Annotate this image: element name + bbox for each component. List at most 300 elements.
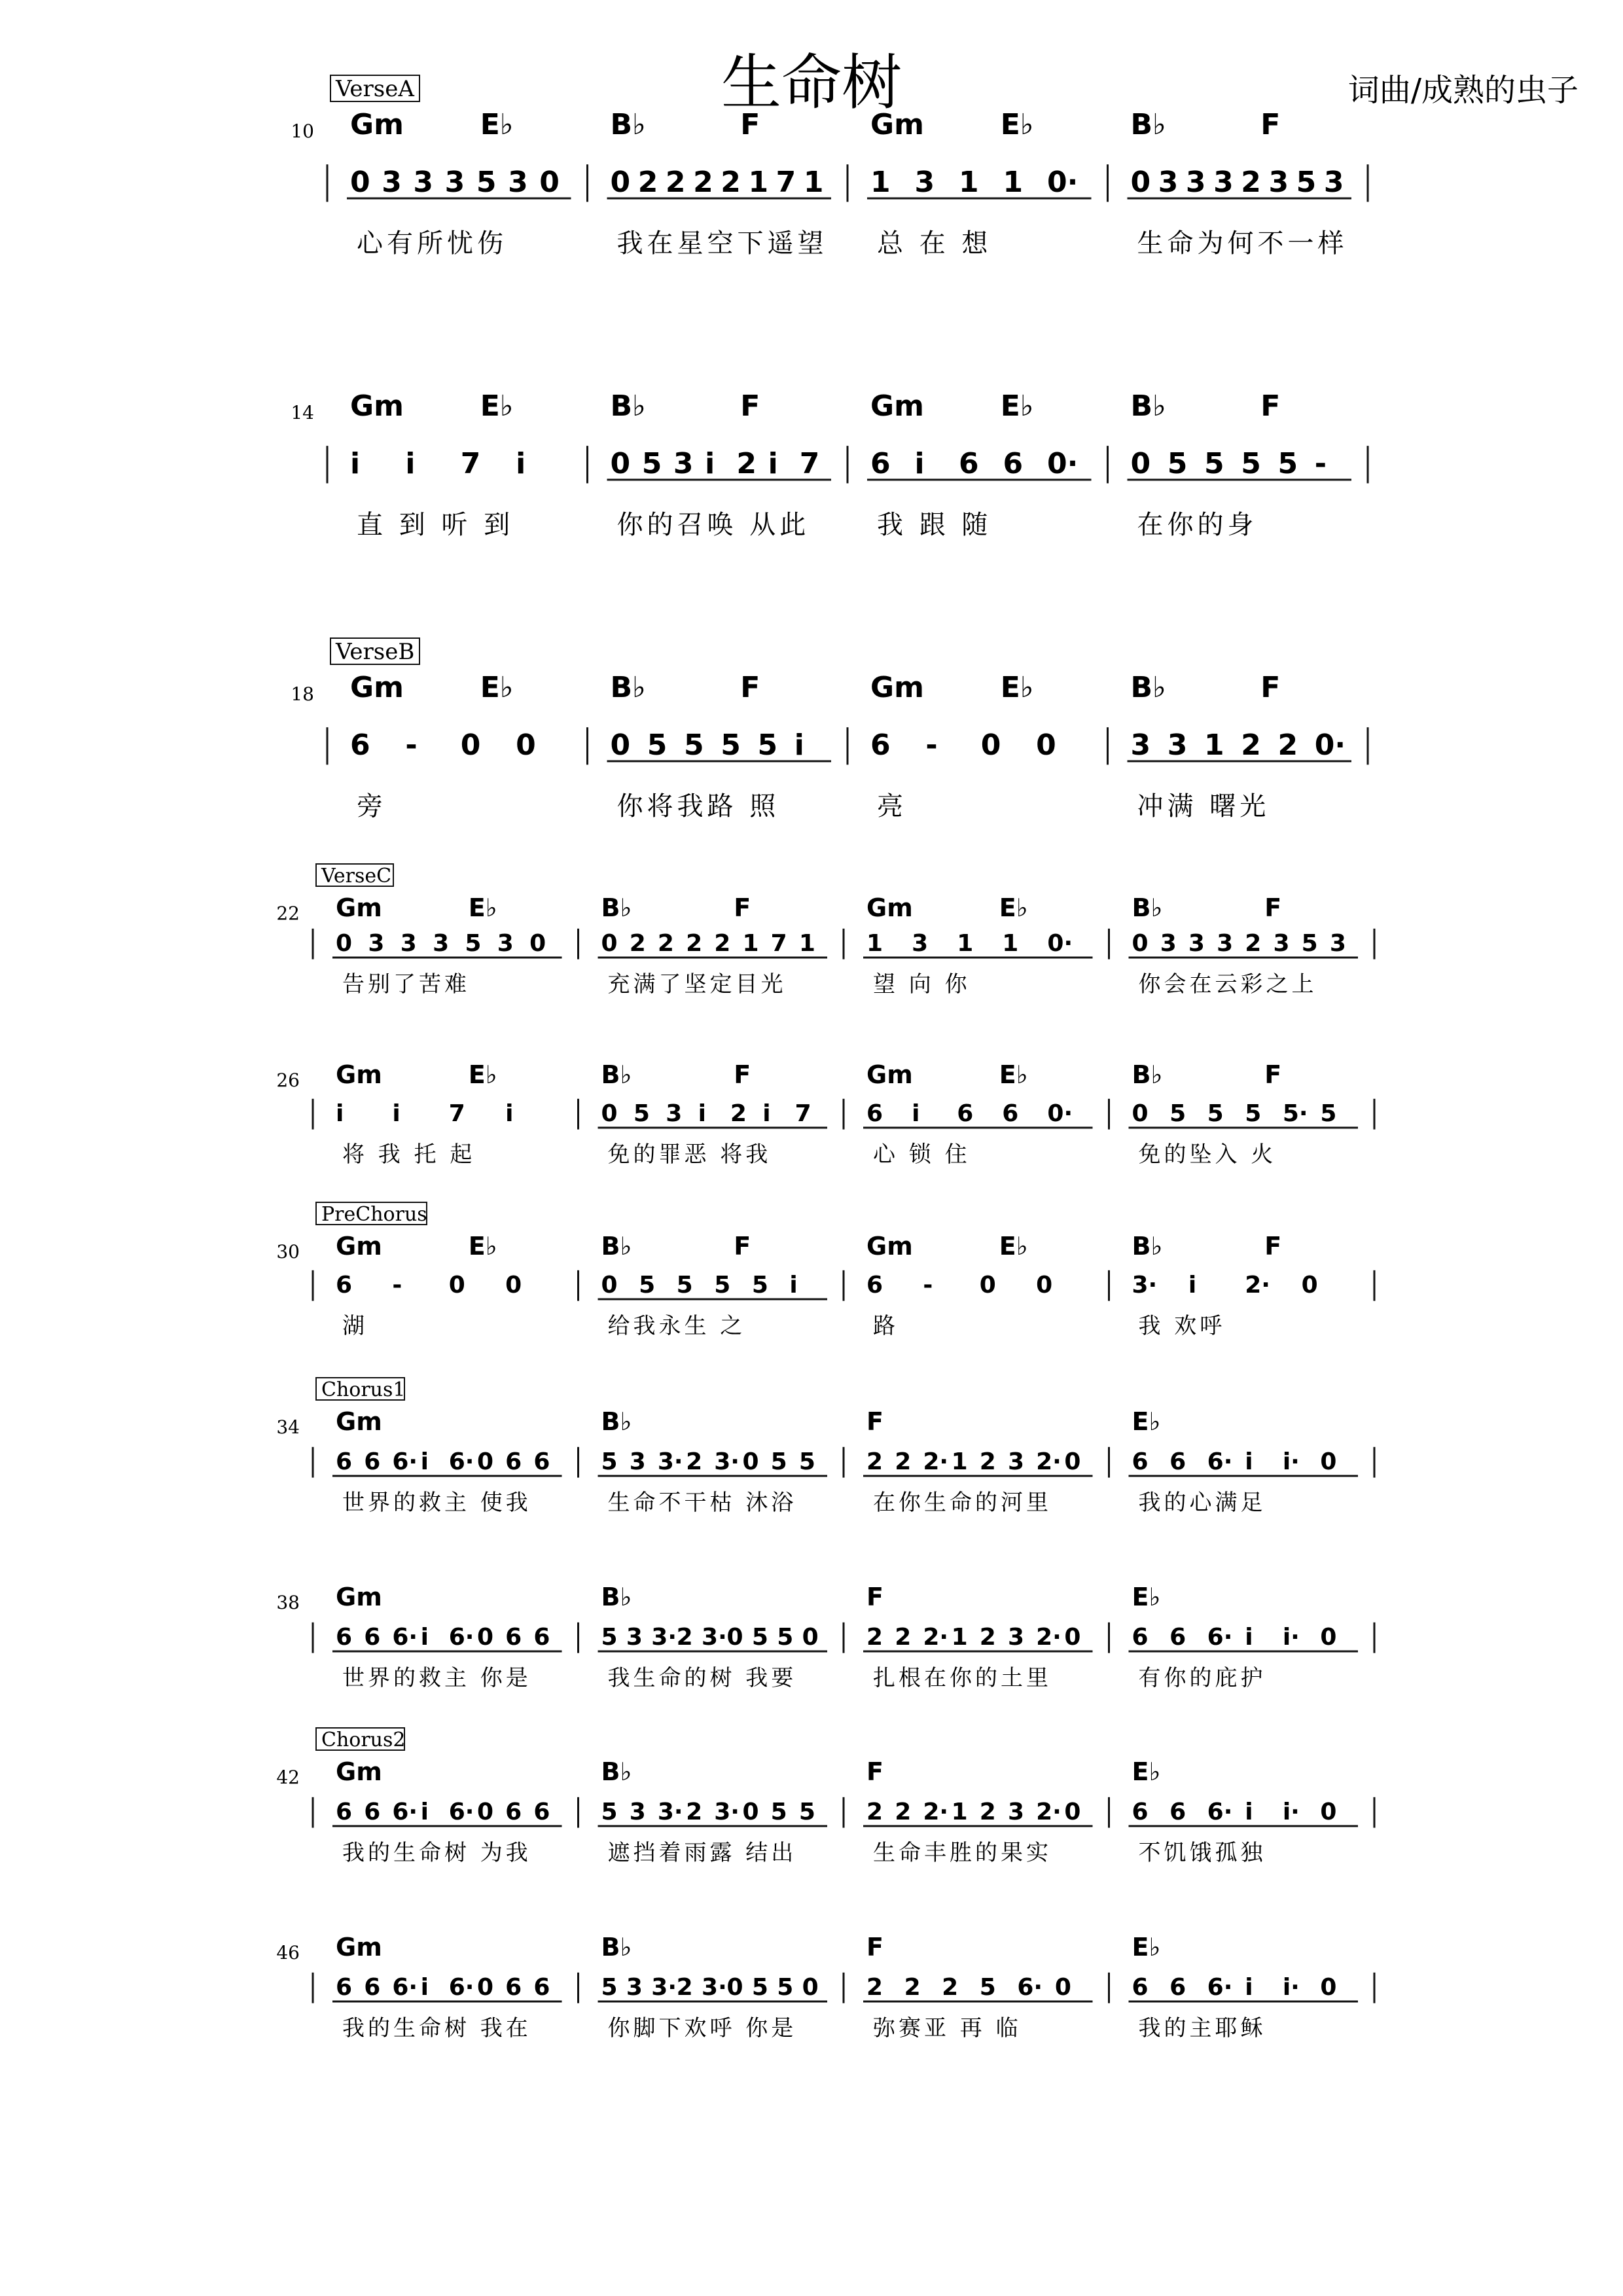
jianpu-note: 3· bbox=[1132, 1272, 1158, 1299]
lyric-text: 我在星空下遥望 bbox=[616, 228, 828, 259]
jianpu-note: 0 bbox=[1036, 1272, 1053, 1299]
jianpu-note: 5 bbox=[1320, 1100, 1337, 1127]
jianpu-note: 2 bbox=[686, 1799, 703, 1825]
chord-symbol: B♭ bbox=[1130, 671, 1166, 704]
jianpu-note: 0 bbox=[610, 166, 631, 199]
lyric-text: 将 我 托 起 bbox=[342, 1141, 476, 1168]
jianpu-note: 5 bbox=[757, 728, 778, 762]
jianpu-note: 6 bbox=[350, 728, 370, 762]
chord-symbol: Gm bbox=[336, 1232, 382, 1261]
jianpu-note: 5 bbox=[751, 1272, 768, 1299]
jianpu-note: 2 bbox=[1241, 166, 1261, 199]
lyric-text: 生命不干枯 沐浴 bbox=[607, 1490, 797, 1516]
jianpu-note: 0 bbox=[1064, 1448, 1081, 1475]
jianpu-note: i bbox=[392, 1100, 401, 1127]
chord-symbol: B♭ bbox=[610, 389, 646, 423]
jianpu-note: 0· bbox=[1314, 728, 1346, 762]
chord-symbol: E♭ bbox=[1000, 108, 1034, 141]
lyric-text: 遮挡着雨露 结出 bbox=[607, 1840, 797, 1866]
lyric-text: 你的召唤 从此 bbox=[616, 510, 810, 540]
jianpu-note: 3· bbox=[702, 1624, 727, 1651]
chord-symbol: B♭ bbox=[1132, 893, 1163, 922]
jianpu-note: 6 bbox=[1132, 1799, 1149, 1825]
jianpu-note: 5 bbox=[1207, 1100, 1224, 1127]
chord-symbol: F bbox=[866, 1933, 883, 1962]
section-label: VerseC bbox=[321, 865, 392, 888]
jianpu-note: 3 bbox=[1158, 166, 1179, 199]
chord-symbol: F bbox=[740, 389, 760, 423]
jianpu-note: i bbox=[698, 1100, 706, 1127]
credit-line: 词曲/成熟的虫子 bbox=[1347, 72, 1578, 109]
jianpu-note: 7 bbox=[448, 1100, 465, 1127]
jianpu-note: i bbox=[405, 447, 416, 480]
lyric-text: 告别了苦难 bbox=[342, 971, 470, 997]
jianpu-note: 3 bbox=[1007, 1448, 1024, 1475]
jianpu-note: 0 bbox=[742, 1799, 759, 1825]
jianpu-note: 5 bbox=[714, 1272, 731, 1299]
jianpu-note: 3 bbox=[626, 1624, 643, 1651]
chord-symbol: E♭ bbox=[480, 671, 514, 704]
chord-symbol: F bbox=[734, 893, 751, 922]
jianpu-note: 0 bbox=[1301, 1272, 1318, 1299]
jianpu-note: 1 bbox=[798, 930, 815, 957]
measure-number: 34 bbox=[276, 1416, 300, 1438]
measure-number: 18 bbox=[291, 683, 314, 705]
measure-number: 10 bbox=[291, 120, 314, 142]
jianpu-note: 2 bbox=[730, 1100, 747, 1127]
chord-symbol: F bbox=[1264, 893, 1282, 922]
chord-symbol: E♭ bbox=[999, 1060, 1028, 1089]
jianpu-note: 5 bbox=[1301, 930, 1318, 957]
jianpu-note: 6 bbox=[364, 1799, 381, 1825]
chord-symbol: E♭ bbox=[1000, 389, 1034, 423]
jianpu-note: 1 bbox=[959, 166, 979, 199]
measure-number: 14 bbox=[291, 402, 314, 423]
jianpu-note: 2 bbox=[686, 1448, 703, 1475]
chord-symbol: F bbox=[1260, 108, 1281, 141]
jianpu-note: 2· bbox=[1036, 1624, 1061, 1651]
chord-symbol: F bbox=[734, 1232, 751, 1261]
jianpu-note: 1 bbox=[748, 166, 769, 199]
jianpu-note: 5 bbox=[647, 728, 668, 762]
jianpu-note: i bbox=[420, 1974, 429, 2001]
chord-symbol: F bbox=[866, 1583, 883, 1611]
song-title: 生命树 bbox=[721, 48, 902, 118]
jianpu-note: 0 bbox=[516, 728, 536, 762]
chord-symbol: Gm bbox=[866, 1232, 913, 1261]
jianpu-note: i bbox=[914, 447, 925, 480]
jianpu-note: 0 bbox=[1130, 166, 1151, 199]
jianpu-note: 6 bbox=[336, 1448, 353, 1475]
jianpu-note: i bbox=[794, 728, 804, 762]
jianpu-note: 5 bbox=[721, 728, 741, 762]
jianpu-note: 6 bbox=[1169, 1624, 1186, 1651]
jianpu-note: 6 bbox=[1169, 1448, 1186, 1475]
lyric-text: 冲满 曙光 bbox=[1137, 791, 1270, 821]
chord-symbol: Gm bbox=[336, 1583, 382, 1611]
jianpu-note: i bbox=[1245, 1448, 1253, 1475]
chord-symbol: F bbox=[866, 1757, 883, 1786]
chord-symbol: F bbox=[740, 671, 760, 704]
jianpu-note: 2 bbox=[676, 1624, 693, 1651]
jianpu-note: 1 bbox=[866, 930, 883, 957]
section-label: VerseB bbox=[336, 639, 415, 665]
jianpu-note: 0 bbox=[979, 1272, 996, 1299]
jianpu-note: 6 bbox=[1132, 1624, 1149, 1651]
jianpu-note: 0 bbox=[1320, 1799, 1337, 1825]
jianpu-note: 0 bbox=[476, 1799, 493, 1825]
jianpu-note: 0 bbox=[610, 728, 631, 762]
measure-number: 46 bbox=[276, 1942, 300, 1964]
chord-symbol: E♭ bbox=[468, 1232, 497, 1261]
jianpu-note: 2 bbox=[693, 166, 713, 199]
jianpu-note: 0 bbox=[1132, 930, 1149, 957]
jianpu-note: 2 bbox=[979, 1799, 996, 1825]
lyric-text: 我的主耶稣 bbox=[1138, 2015, 1266, 2041]
jianpu-note: 6 bbox=[1169, 1974, 1186, 2001]
jianpu-note: i bbox=[516, 447, 526, 480]
jianpu-note: 6 bbox=[336, 1272, 353, 1299]
jianpu-note: 6 bbox=[533, 1799, 550, 1825]
jianpu-note: 6 bbox=[505, 1448, 522, 1475]
jianpu-note: i bbox=[912, 1100, 920, 1127]
chord-symbol: Gm bbox=[336, 1407, 382, 1436]
jianpu-note: 2 bbox=[629, 930, 646, 957]
lyric-text: 不饥饿孤独 bbox=[1138, 1840, 1266, 1866]
jianpu-note: 3· bbox=[657, 1448, 683, 1475]
jianpu-note: 0 bbox=[448, 1272, 465, 1299]
jianpu-note: i bbox=[705, 447, 715, 480]
chord-symbol: Gm bbox=[870, 671, 924, 704]
jianpu-note: 6 bbox=[866, 1272, 883, 1299]
jianpu-note: 0 bbox=[802, 1624, 819, 1651]
chord-symbol: E♭ bbox=[999, 1232, 1028, 1261]
chord-symbol: E♭ bbox=[480, 389, 514, 423]
chord-symbol: E♭ bbox=[1132, 1583, 1161, 1611]
jianpu-note: - bbox=[392, 1272, 402, 1299]
jianpu-note: 5 bbox=[798, 1448, 815, 1475]
jianpu-note: 0 bbox=[601, 1272, 618, 1299]
jianpu-note: 6 bbox=[533, 1448, 550, 1475]
lyric-text: 生命丰胜的果实 bbox=[873, 1840, 1052, 1866]
jianpu-note: i bbox=[505, 1100, 514, 1127]
chord-symbol: F bbox=[740, 108, 760, 141]
jianpu-note: 2 bbox=[904, 1974, 921, 2001]
jianpu-note: 5 bbox=[1277, 447, 1298, 480]
jianpu-note: 0 bbox=[601, 1100, 618, 1127]
jianpu-note: 0 bbox=[1064, 1799, 1081, 1825]
jianpu-note: 0 bbox=[726, 1624, 743, 1651]
jianpu-note: 0 bbox=[505, 1272, 522, 1299]
jianpu-note: - bbox=[1314, 447, 1327, 480]
lyric-text: 世界的救主 使我 bbox=[342, 1490, 531, 1516]
jianpu-note: 5 bbox=[979, 1974, 996, 2001]
chord-symbol: Gm bbox=[336, 1933, 382, 1962]
jianpu-note: 0 bbox=[1054, 1974, 1071, 2001]
jianpu-note: 0 bbox=[1036, 728, 1056, 762]
lyric-text: 有你的庇护 bbox=[1138, 1665, 1266, 1691]
jianpu-note: 3 bbox=[1273, 930, 1290, 957]
lyric-text: 旁 bbox=[357, 791, 387, 821]
jianpu-note: 6 bbox=[870, 728, 891, 762]
jianpu-note: i bbox=[1188, 1272, 1197, 1299]
chord-symbol: Gm bbox=[870, 108, 924, 141]
jianpu-note: 0 bbox=[610, 447, 631, 480]
section-label: PreChorus bbox=[321, 1203, 427, 1226]
jianpu-note: 3 bbox=[1007, 1624, 1024, 1651]
jianpu-note: 3 bbox=[673, 447, 694, 480]
jianpu-note: 6· bbox=[1207, 1448, 1233, 1475]
jianpu-note: i· bbox=[1282, 1974, 1300, 2001]
jianpu-note: 2 bbox=[1245, 930, 1262, 957]
jianpu-note: 2 bbox=[942, 1974, 959, 2001]
chord-symbol: Gm bbox=[336, 893, 382, 922]
lyric-text: 直 到 听 到 bbox=[357, 510, 514, 540]
jianpu-note: 2 bbox=[866, 1974, 883, 2001]
lyric-text: 我生命的树 我要 bbox=[607, 1665, 797, 1691]
jianpu-note: 5 bbox=[798, 1799, 815, 1825]
jianpu-note: - bbox=[923, 1272, 933, 1299]
jianpu-note: 7 bbox=[770, 930, 787, 957]
jianpu-note: 2 bbox=[866, 1799, 883, 1825]
jianpu-note: 5 bbox=[1241, 447, 1261, 480]
chord-symbol: E♭ bbox=[1000, 671, 1034, 704]
jianpu-note: 0 bbox=[539, 166, 560, 199]
jianpu-note: 1 bbox=[1204, 728, 1224, 762]
chord-symbol: B♭ bbox=[1130, 389, 1166, 423]
chord-symbol: E♭ bbox=[1132, 1757, 1161, 1786]
jianpu-note: 2 bbox=[721, 166, 741, 199]
jianpu-note: i bbox=[762, 1100, 771, 1127]
jianpu-note: 0· bbox=[1047, 447, 1079, 480]
jianpu-note: 3 bbox=[1268, 166, 1289, 199]
jianpu-note: 0 bbox=[336, 930, 353, 957]
jianpu-note: 5 bbox=[601, 1624, 618, 1651]
jianpu-note: 3 bbox=[1185, 166, 1206, 199]
measure-number: 22 bbox=[276, 903, 300, 924]
jianpu-note: 3 bbox=[433, 930, 450, 957]
jianpu-note: 3 bbox=[508, 166, 528, 199]
jianpu-note: 0 bbox=[742, 1448, 759, 1475]
jianpu-note: 2 bbox=[1277, 728, 1298, 762]
jianpu-note: 7 bbox=[460, 447, 481, 480]
chord-symbol: E♭ bbox=[999, 893, 1028, 922]
lyric-text: 我 跟 随 bbox=[877, 510, 992, 540]
jianpu-note: 3 bbox=[629, 1799, 646, 1825]
jianpu-note: 3· bbox=[657, 1799, 683, 1825]
jianpu-note: 2 bbox=[895, 1448, 912, 1475]
jianpu-note: 6 bbox=[364, 1448, 381, 1475]
jianpu-note: 3 bbox=[1329, 930, 1346, 957]
jianpu-note: 6· bbox=[1207, 1799, 1233, 1825]
jianpu-note: 6· bbox=[1207, 1974, 1233, 2001]
jianpu-note: 1 bbox=[951, 1799, 968, 1825]
section-label: Chorus2 bbox=[321, 1729, 406, 1751]
jianpu-note: 5 bbox=[1245, 1100, 1262, 1127]
measure-number: 38 bbox=[276, 1592, 300, 1613]
chord-symbol: B♭ bbox=[601, 1583, 632, 1611]
jianpu-note: 6 bbox=[957, 1100, 974, 1127]
jianpu-note: 6 bbox=[1002, 1100, 1019, 1127]
lyric-text: 总 在 想 bbox=[877, 228, 992, 259]
lyric-text: 我的心满足 bbox=[1138, 1490, 1266, 1516]
jianpu-note: 2 bbox=[1241, 728, 1261, 762]
chord-symbol: F bbox=[1264, 1232, 1282, 1261]
jianpu-note: 3 bbox=[1007, 1799, 1024, 1825]
jianpu-note: 5 bbox=[770, 1799, 787, 1825]
jianpu-note: 6 bbox=[533, 1624, 550, 1651]
jianpu-note: i bbox=[420, 1448, 429, 1475]
jianpu-note: 7 bbox=[794, 1100, 812, 1127]
jianpu-note: 2 bbox=[866, 1448, 883, 1475]
lyric-text: 免的罪恶 将我 bbox=[607, 1141, 772, 1168]
jianpu-note: 0· bbox=[1047, 930, 1073, 957]
jianpu-note: 0 bbox=[726, 1974, 743, 2001]
lyric-text: 亮 bbox=[877, 791, 907, 821]
lyric-text: 你脚下欢呼 你是 bbox=[607, 2015, 797, 2041]
jianpu-note: 3 bbox=[1323, 166, 1344, 199]
chord-symbol: F bbox=[734, 1060, 751, 1089]
chord-symbol: E♭ bbox=[1132, 1933, 1161, 1962]
jianpu-note: 2 bbox=[665, 166, 686, 199]
jianpu-note: 7 bbox=[799, 447, 820, 480]
jianpu-note: i bbox=[420, 1799, 429, 1825]
measure-number: 42 bbox=[276, 1767, 300, 1788]
chord-symbol: Gm bbox=[866, 893, 913, 922]
jianpu-note: 5 bbox=[684, 728, 704, 762]
jianpu-note: 0 bbox=[476, 1624, 493, 1651]
jianpu-note: 6· bbox=[392, 1799, 418, 1825]
chord-symbol: B♭ bbox=[610, 108, 646, 141]
jianpu-note: 2 bbox=[979, 1448, 996, 1475]
jianpu-note: i· bbox=[1282, 1799, 1300, 1825]
jianpu-note: 3· bbox=[714, 1448, 740, 1475]
chord-symbol: E♭ bbox=[1132, 1407, 1161, 1436]
jianpu-note: 2· bbox=[1036, 1448, 1061, 1475]
jianpu-note: 6· bbox=[448, 1624, 474, 1651]
jianpu-note: 7 bbox=[776, 166, 796, 199]
chord-symbol: B♭ bbox=[601, 1060, 632, 1089]
jianpu-note: i bbox=[1245, 1624, 1253, 1651]
jianpu-note: 2· bbox=[923, 1624, 949, 1651]
jianpu-note: 0· bbox=[1047, 166, 1079, 199]
lyric-text: 免的坠入 火 bbox=[1138, 1141, 1277, 1168]
jianpu-note: 3 bbox=[1188, 930, 1205, 957]
chord-symbol: B♭ bbox=[601, 1407, 632, 1436]
jianpu-note: 2 bbox=[637, 166, 658, 199]
jianpu-note: 3 bbox=[912, 930, 929, 957]
jianpu-note: 5 bbox=[465, 930, 482, 957]
jianpu-note: 6 bbox=[533, 1974, 550, 2001]
jianpu-note: 6· bbox=[448, 1799, 474, 1825]
jianpu-note: 3· bbox=[651, 1624, 677, 1651]
jianpu-note: i bbox=[789, 1272, 798, 1299]
chord-symbol: F bbox=[1260, 389, 1281, 423]
lyric-text: 生命为何不一样 bbox=[1137, 228, 1348, 259]
jianpu-note: 5 bbox=[777, 1974, 794, 2001]
lyric-text: 弥赛亚 再 临 bbox=[873, 2015, 1022, 2041]
lyric-text: 充满了坚定目光 bbox=[607, 971, 787, 997]
jianpu-note: 3 bbox=[914, 166, 935, 199]
jianpu-note: 0 bbox=[601, 930, 618, 957]
lyric-text: 我 欢呼 bbox=[1138, 1313, 1226, 1339]
jianpu-note: 0 bbox=[460, 728, 481, 762]
jianpu-note: 0· bbox=[1047, 1100, 1073, 1127]
chord-symbol: E♭ bbox=[480, 108, 514, 141]
jianpu-note: 6 bbox=[336, 1799, 353, 1825]
jianpu-note: 5 bbox=[777, 1624, 794, 1651]
jianpu-note: 1 bbox=[803, 166, 824, 199]
jianpu-note: - bbox=[925, 728, 938, 762]
jianpu-note: 5 bbox=[676, 1272, 693, 1299]
jianpu-note: 2· bbox=[1036, 1799, 1061, 1825]
jianpu-note: 3· bbox=[651, 1974, 677, 2001]
jianpu-note: 3 bbox=[626, 1974, 643, 2001]
jianpu-note: 2 bbox=[895, 1799, 912, 1825]
jianpu-note: 2 bbox=[979, 1624, 996, 1651]
jianpu-note: 6 bbox=[364, 1974, 381, 2001]
jianpu-note: 5 bbox=[639, 1272, 656, 1299]
lyric-text: 给我永生 之 bbox=[607, 1313, 746, 1339]
jianpu-note: 6 bbox=[870, 447, 891, 480]
jianpu-note: 6 bbox=[336, 1624, 353, 1651]
jianpu-note: 6· bbox=[392, 1448, 418, 1475]
lyric-text: 心有所忧伤 bbox=[357, 228, 507, 259]
jianpu-note: 0 bbox=[1320, 1448, 1337, 1475]
jianpu-note: 3 bbox=[1213, 166, 1234, 199]
chord-symbol: E♭ bbox=[468, 893, 497, 922]
jianpu-note: 1 bbox=[742, 930, 759, 957]
jianpu-note: i· bbox=[1282, 1624, 1300, 1651]
jianpu-note: 1 bbox=[870, 166, 891, 199]
jianpu-note: 6· bbox=[1207, 1624, 1233, 1651]
chord-symbol: Gm bbox=[350, 671, 404, 704]
lyric-text: 在你生命的河里 bbox=[873, 1490, 1052, 1516]
jianpu-note: 3 bbox=[368, 930, 385, 957]
jianpu-note: 1 bbox=[957, 930, 974, 957]
jianpu-note: i bbox=[336, 1100, 344, 1127]
section-label: VerseA bbox=[336, 76, 414, 102]
chord-symbol: B♭ bbox=[1132, 1060, 1163, 1089]
lyric-text: 望 向 你 bbox=[873, 971, 971, 997]
jianpu-note: 5· bbox=[1282, 1100, 1308, 1127]
jianpu-note: 5 bbox=[1169, 1100, 1186, 1127]
lyric-text: 在你的身 bbox=[1137, 510, 1258, 540]
jianpu-note: 2· bbox=[923, 1448, 949, 1475]
jianpu-note: 5 bbox=[751, 1624, 768, 1651]
jianpu-note: 3 bbox=[413, 166, 434, 199]
lyric-text: 世界的救主 你是 bbox=[342, 1665, 531, 1691]
chord-symbol: B♭ bbox=[601, 1933, 632, 1962]
score-systems bbox=[276, 75, 1374, 2041]
jianpu-note: i· bbox=[1282, 1448, 1300, 1475]
jianpu-note: 6 bbox=[1003, 447, 1024, 480]
chord-symbol: Gm bbox=[866, 1060, 913, 1089]
jianpu-note: 3 bbox=[666, 1100, 683, 1127]
jianpu-note: 6· bbox=[392, 1974, 418, 2001]
jianpu-note: 6 bbox=[505, 1799, 522, 1825]
jianpu-note: 2 bbox=[686, 930, 703, 957]
chord-symbol: B♭ bbox=[1132, 1232, 1163, 1261]
jianpu-note: 5 bbox=[476, 166, 497, 199]
jianpu-note: 6 bbox=[505, 1974, 522, 2001]
jianpu-note: 0 bbox=[529, 930, 546, 957]
jianpu-note: 2· bbox=[1245, 1272, 1270, 1299]
chord-symbol: Gm bbox=[350, 389, 404, 423]
chord-symbol: Gm bbox=[336, 1757, 382, 1786]
jianpu-note: 3 bbox=[400, 930, 417, 957]
jianpu-note: 6· bbox=[1017, 1974, 1043, 2001]
